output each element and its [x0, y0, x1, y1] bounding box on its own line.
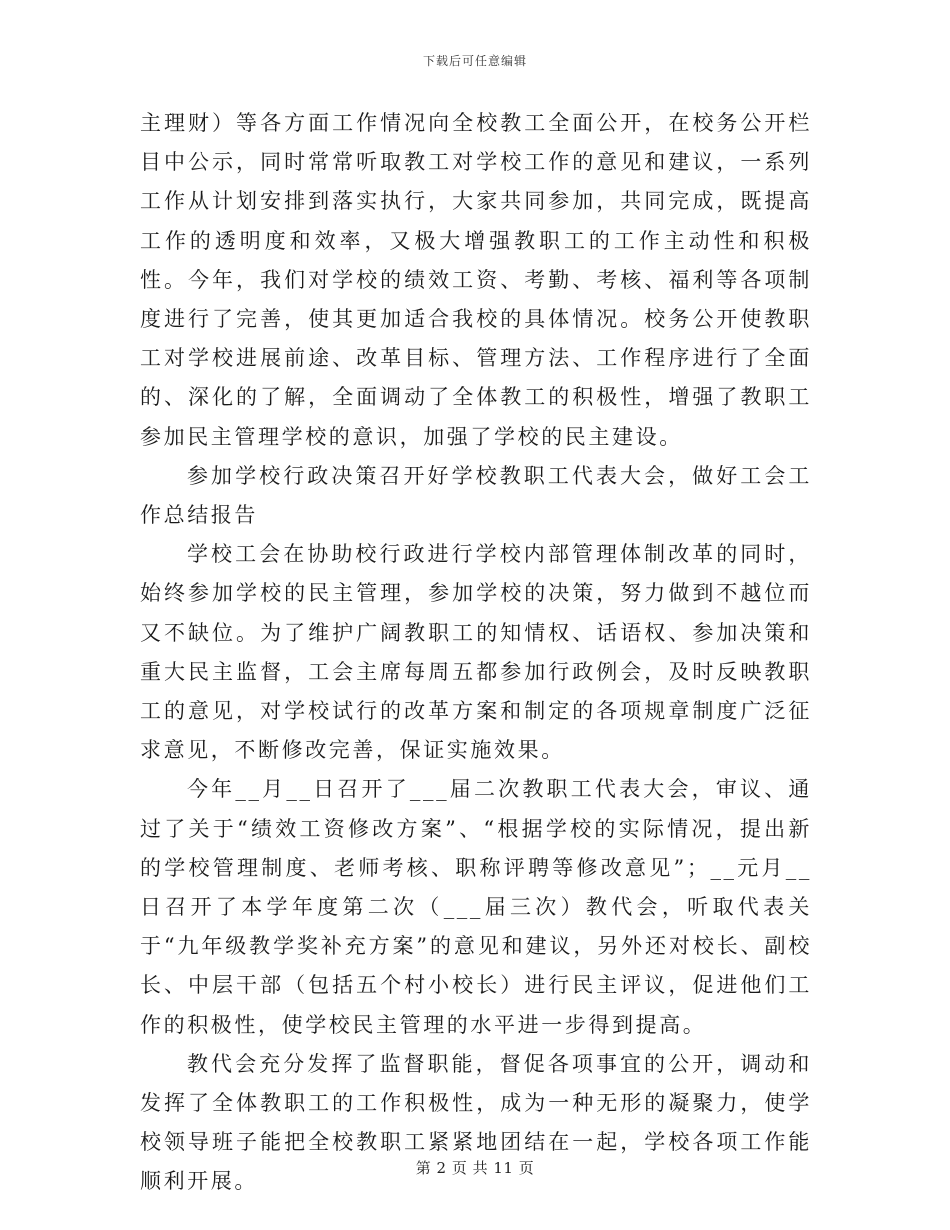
- page-header: 下载后可任意编辑: [422, 54, 527, 68]
- page-number-footer: 第 2 页 共 11 页: [415, 1159, 535, 1177]
- paragraph-3: 学校工会在协助校行政进行学校内部管理体制改革的同时，始终参加学校的民主管理，参加学校的决策，努力做到不越位而又不缺位。为了维护广阔教职工的知情权、话语权、参加决策和重大民主监督，工会主席每周五都参加行政例会，及时反映教职工的意见，对学校试行的改革方案和制定的各项规章制度广泛征求意见，不断修改完善，保证实施效果。: [140, 542, 812, 763]
- paragraph-4: 今年__月__日召开了___届二次教职工代表大会，审议、通过了关于“绩效工资修改方案”、“根据学校的实际情况，提出新的学校管理制度、老师考核、职称评聘等修改意见”；__元月__日召开了本学年度第二次（___届三次）教代会，听取代表关于“九年级教学奖补充方案”的意见和建议，另外还对校长、副校长、中层干部（包括五个村小校长）进行民主评议，促进他们工作的积极性，使学校民主管理的水平进一步得到提高。: [140, 777, 812, 1037]
- paragraph-1: 主理财）等各方面工作情况向全校教工全面公开，在校务公开栏目中公示，同时常常听取教工对学校工作的意见和建议，一系列工作从计划安排到落实执行，大家共同参加，共同完成，既提高工作的透明度和效率，又极大增强教职工的工作主动性和积极性。今年，我们对学校的绩效工资、考勤、考核、福利等各项制度进行了完善，使其更加适合我校的具体情况。校务公开使教职工对学校进展前途、改革目标、管理方法、工作程序进行了全面的、深化的了解，全面调动了全体教工的积极性，增强了教职工参加民主管理学校的意识，加强了学校的民主建设。: [140, 111, 812, 449]
- paragraph-2-section-heading: 参加学校行政决策召开好学校教职工代表大会，做好工会工作总结报告: [140, 463, 812, 528]
- document-body: [140, 104, 812, 1202]
- paragraph-5: 教代会充分发挥了监督职能，督促各项事宜的公开，调动和发挥了全体教职工的工作积极性，成为一种无形的凝聚力，使学校领导班子能把全校教职工紧紧地团结在一起，学校各项工作能顺利开展。: [140, 1051, 812, 1194]
